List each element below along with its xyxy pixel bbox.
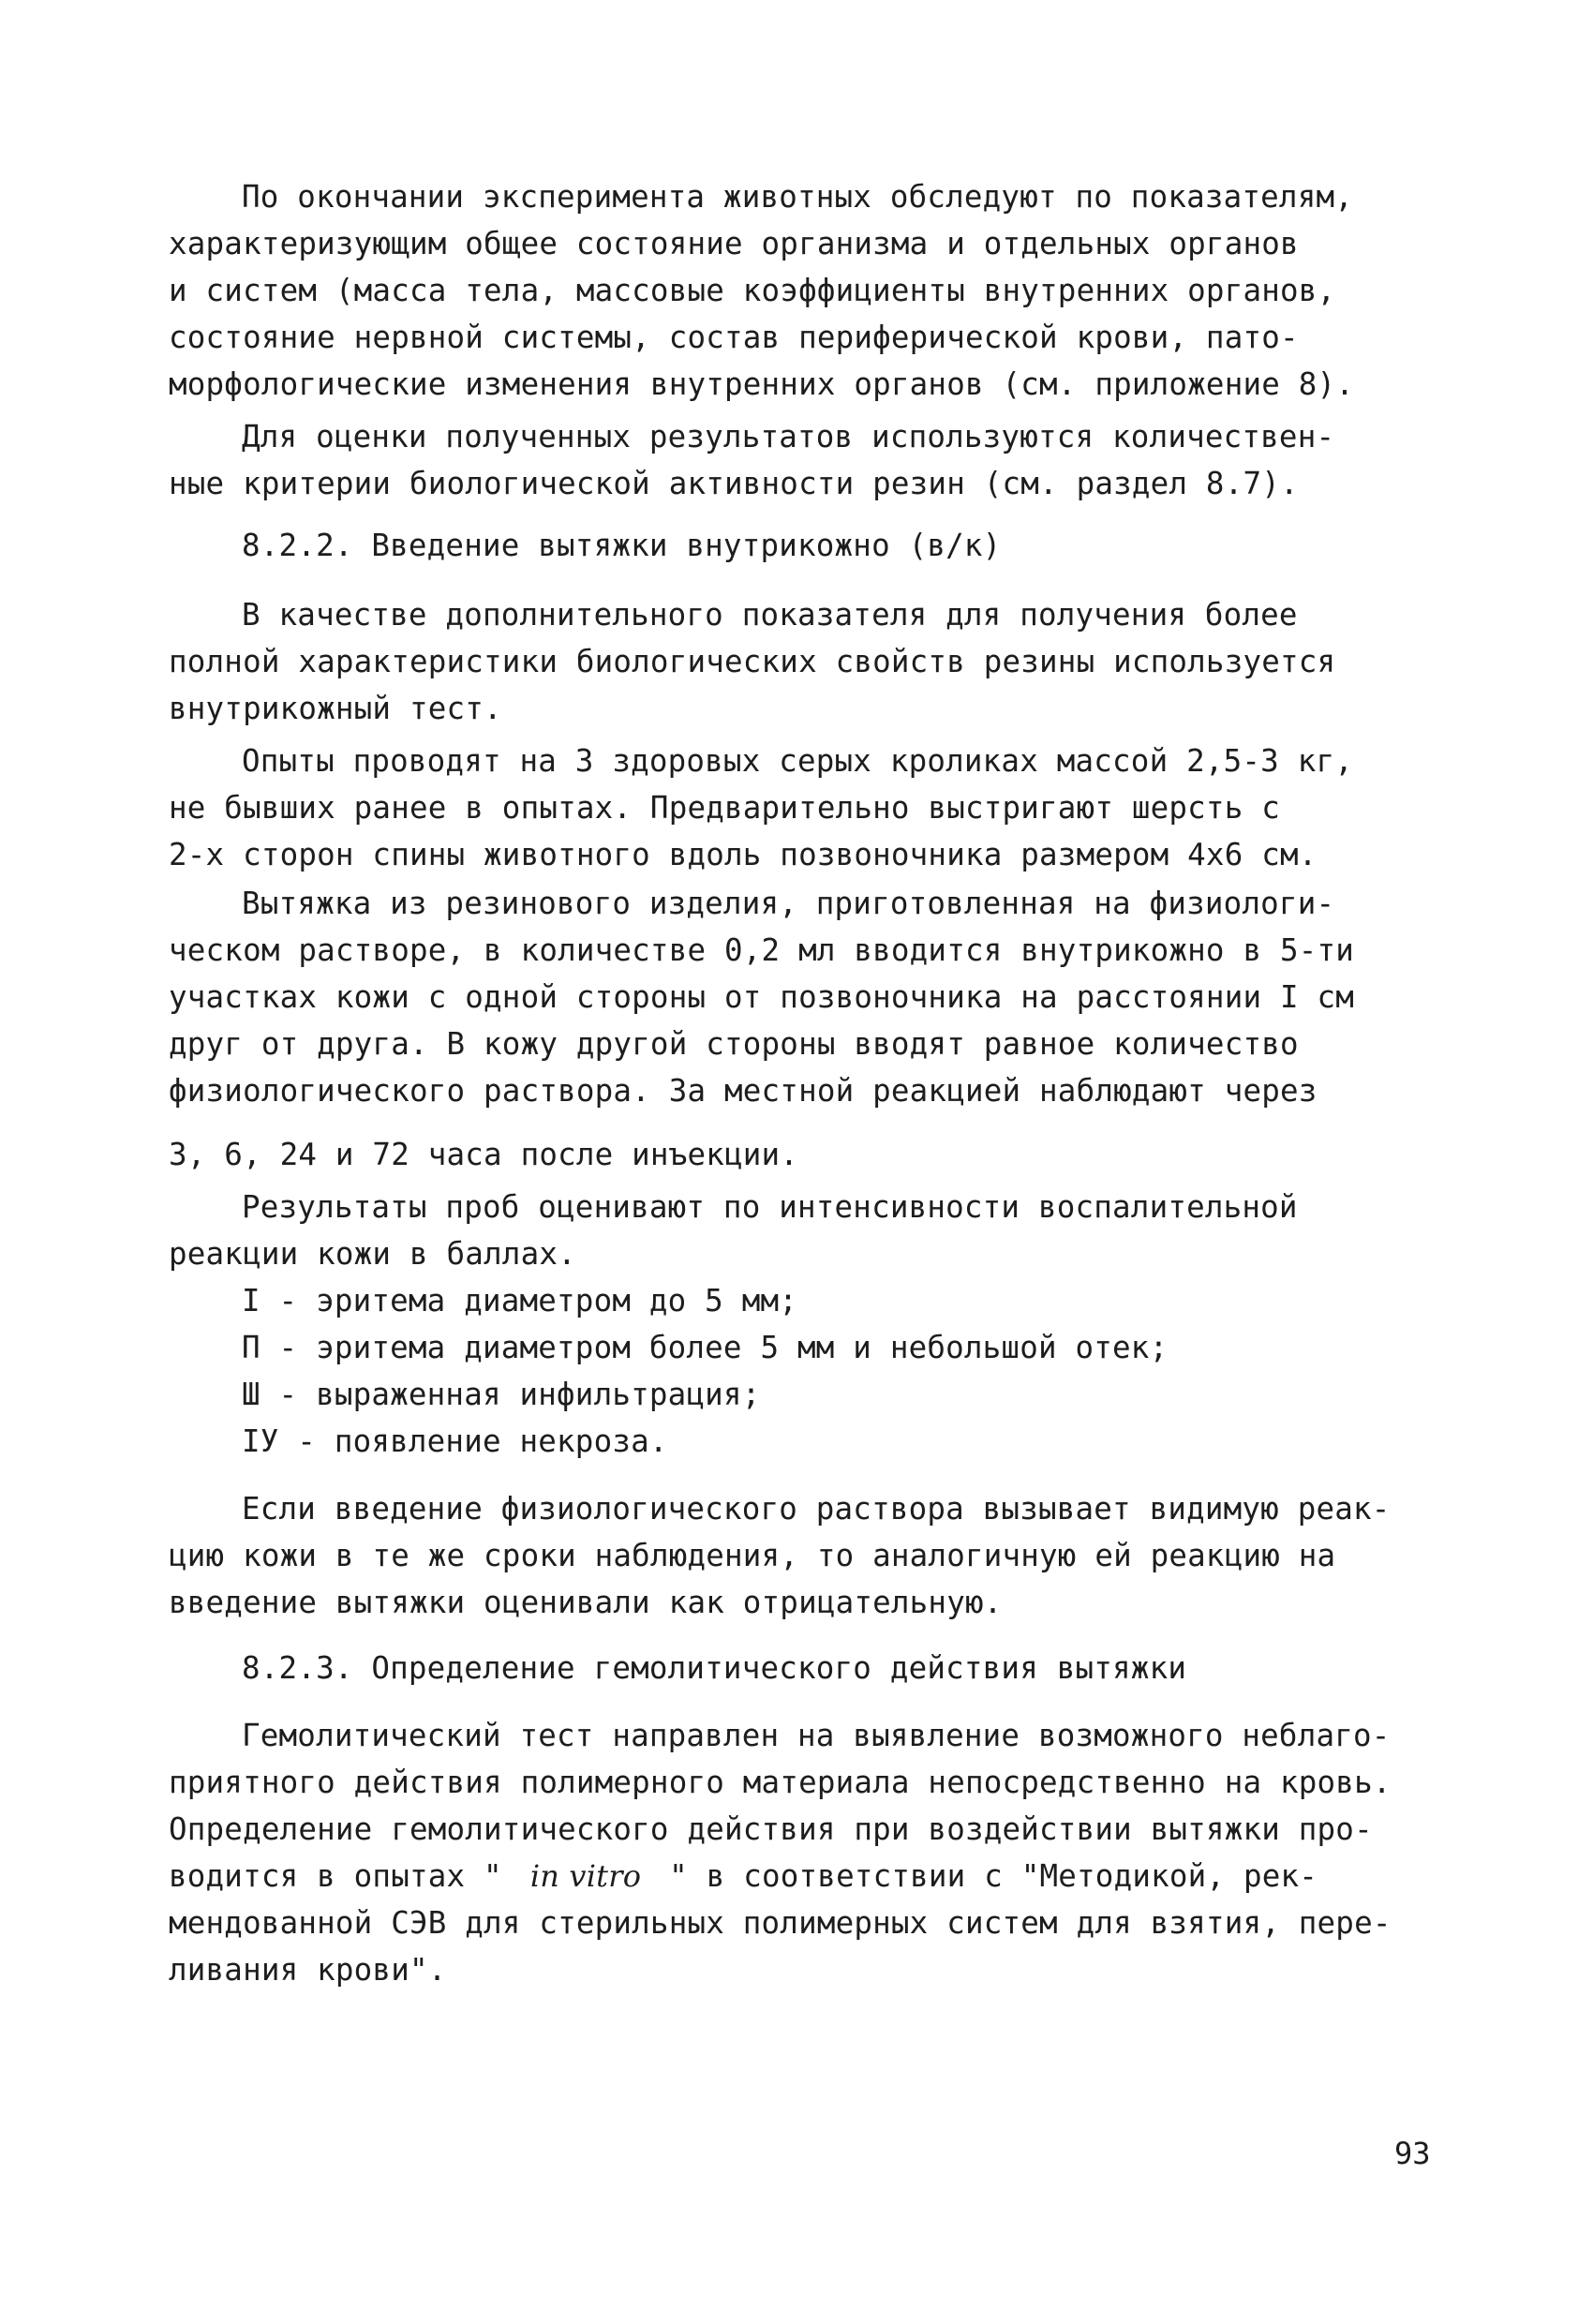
- text-line: Результаты проб оценивают по интенсивности воспалительной: [242, 1189, 1298, 1225]
- text-line: Вытяжка из резинового изделия, приготовленная на физиологи-: [242, 886, 1335, 921]
- text-line: В качестве дополнительного показателя для получения более: [242, 597, 1298, 633]
- text-line: [169, 1857, 1318, 1895]
- text-line: Определение гемолитического действия при воздействии вытяжки про-: [169, 1811, 1373, 1847]
- scale-item: I - эритема диаметром до 5 мм;: [242, 1283, 797, 1318]
- text-line: характеризующим общее состояние организма и отдельных органов: [169, 226, 1299, 261]
- text-line: Гемолитический тест направлен на выявление возможного неблаго-: [242, 1718, 1391, 1753]
- section-heading: 8.2.3. Определение гемолитического действия вытяжки: [242, 1650, 1187, 1686]
- text-line: 3, 6, 24 и 72 часа после инъекции.: [169, 1137, 799, 1172]
- text-line: состояние нервной системы, состав периферической крови, пато-: [169, 320, 1299, 355]
- text-line: 2-х сторон спины животного вдоль позвоночника размером 4х6 см.: [169, 837, 1318, 872]
- text-line: морфологические изменения внутренних органов (см. приложение 8).: [169, 366, 1355, 402]
- text-line: друг от друга. В кожу другой стороны вводят равное количество: [169, 1026, 1299, 1062]
- text-line: участках кожи с одной стороны от позвоночника на расстоянии I см: [169, 979, 1355, 1015]
- text-line: Для оценки полученных результатов используются количествен-: [242, 419, 1335, 454]
- scale-item: П - эритема диаметром более 5 мм и небольшой отек;: [242, 1330, 1169, 1365]
- text-line: цию кожи в те же сроки наблюдения, то аналогичную ей реакцию на: [169, 1538, 1336, 1573]
- scale-item: ІУ - появление некроза.: [242, 1423, 668, 1459]
- text-line: реакции кожи в баллах.: [169, 1236, 576, 1272]
- text-line: ческом растворе, в количестве 0,2 мл вводится внутрикожно в 5-ти: [169, 932, 1355, 968]
- text-line: По окончании эксперимента животных обследуют по показателям,: [242, 179, 1353, 215]
- text-line: мендованной СЭВ для стерильных полимерных систем для взятия, пере-: [169, 1905, 1392, 1941]
- text-line: Если введение физиологического раствора вызывает видимую реак-: [242, 1491, 1391, 1527]
- scale-item: Ш - выраженная инфильтрация;: [242, 1377, 761, 1412]
- text-line: физиологического раствора. За местной реакцией наблюдают через: [169, 1073, 1318, 1109]
- text-line: и систем (масса тела, массовые коэффициенты внутренних органов,: [169, 273, 1336, 308]
- text-fragment: водится в опытах ": [169, 1858, 502, 1894]
- text-line: введение вытяжки оценивали как отрицательную.: [169, 1585, 1003, 1620]
- page-number: 93: [1394, 2136, 1431, 2171]
- text-line: полной характеристики биологических свойств резины используется: [169, 644, 1336, 679]
- handwritten-insert: in vitro: [529, 1858, 642, 1894]
- section-heading: 8.2.2. Введение вытяжки внутрикожно (в/к): [242, 528, 1002, 563]
- text-line: Опыты проводят на 3 здоровых серых кроликах массой 2,5-3 кг,: [242, 743, 1353, 779]
- text-fragment: " в соответствии с "Методикой, рек-: [669, 1858, 1318, 1894]
- text-line: не бывших ранее в опытах. Предварительно выстригают шерсть с: [169, 790, 1280, 826]
- text-line: ливания крови".: [169, 1952, 447, 1988]
- text-line: приятного действия полимерного материала непосредственно на кровь.: [169, 1765, 1392, 1800]
- text-line: ные критерии биологической активности резин (см. раздел 8.7).: [169, 466, 1299, 501]
- text-line: внутрикожный тест.: [169, 691, 502, 726]
